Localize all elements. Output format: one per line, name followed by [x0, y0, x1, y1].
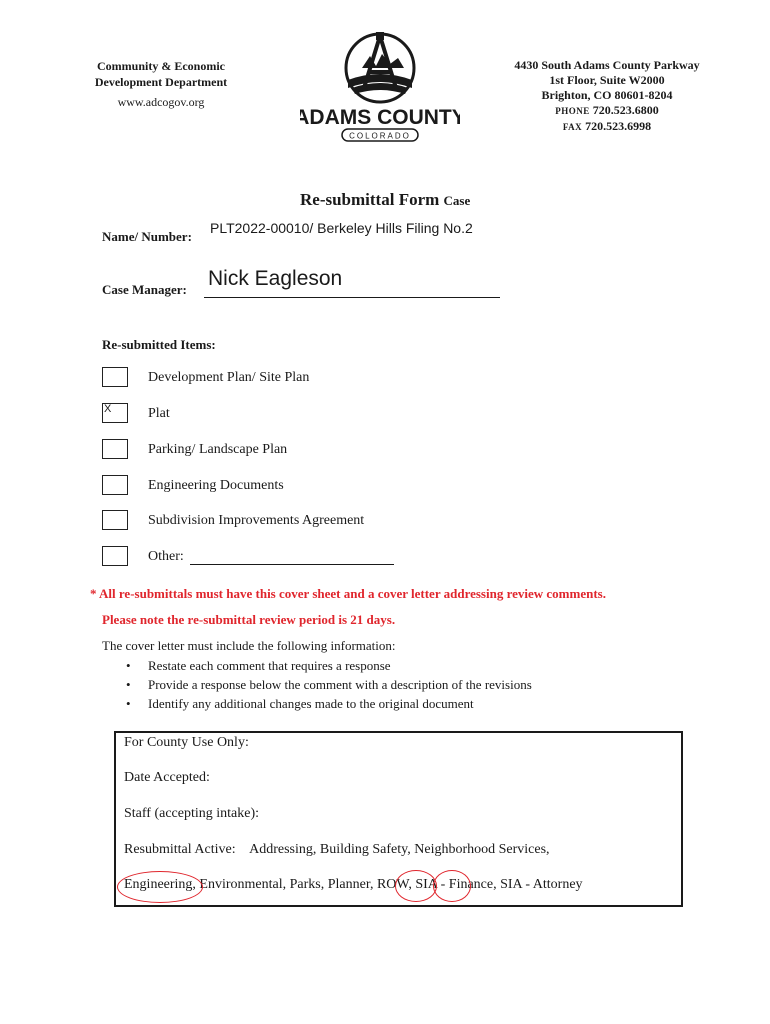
logo-name: ADAMS COUNTY: [300, 106, 460, 129]
phone-number: 720.523.6800: [592, 103, 659, 117]
form-title: [300, 190, 470, 210]
checkbox-development-plan[interactable]: [102, 367, 128, 387]
fax-number: 720.523.6998: [585, 119, 652, 133]
list-item: • Identify any additional changes made to the original document: [126, 694, 532, 713]
other-input-line[interactable]: [190, 564, 394, 565]
item-plat: Plat: [148, 406, 170, 421]
fax-label: FAX: [562, 122, 583, 132]
cover-letter-requirements: [126, 656, 532, 713]
checkbox-subdivision-improvements[interactable]: [102, 510, 128, 530]
adams-county-logo: [300, 28, 460, 144]
dept-engineering: Engineering: [124, 877, 193, 892]
dept-line-2: Development Department: [94, 75, 228, 89]
resubmittal-active-label: Resubmittal Active:: [124, 842, 236, 857]
department-block: [86, 58, 236, 110]
form-title-suffix: Case: [443, 193, 471, 208]
case-manager-value[interactable]: Nick Eagleson: [208, 267, 343, 290]
dept-separator: ,: [408, 877, 416, 892]
county-use-heading: For County Use Only:: [124, 735, 249, 750]
address-line-1: 4430 South Adams County Parkway: [514, 58, 700, 72]
cover-letter-intro: The cover letter must include the following information:: [102, 638, 396, 653]
engineering-circle-annotation: [117, 871, 203, 903]
item-other: Other:: [148, 549, 184, 564]
item-engineering-documents: Engineering Documents: [148, 478, 284, 493]
address-line-2: 1st Floor, Suite W2000: [549, 73, 665, 87]
dept-row: ROW: [376, 877, 409, 892]
checkbox-other[interactable]: [102, 546, 128, 566]
cover-sheet-note: * All re-submittals must have this cover sheet and a cover letter addressing review comments.: [90, 586, 606, 601]
item-subdivision-improvements: Subdivision Improvements Agreement: [148, 513, 365, 528]
list-item: • Restate each comment that requires a response: [126, 656, 532, 675]
resubmitted-items-label: Re-submitted Items:: [102, 337, 216, 352]
sia-circle-annotation: [433, 870, 471, 902]
checkbox-parking-landscape[interactable]: [102, 439, 128, 459]
item-development-plan: Development Plan/ Site Plan: [148, 370, 310, 385]
list-item: • Provide a response below the comment with a description of the revisions: [126, 675, 532, 694]
staff-intake-label: Staff (accepting intake):: [124, 806, 260, 821]
name-number-value[interactable]: PLT2022-00010/ Berkeley Hills Filing No.2: [210, 220, 473, 236]
item-parking-landscape: Parking/ Landscape Plan: [148, 442, 288, 457]
resubmittal-active-line: [124, 842, 550, 858]
phone-label: PHONE: [555, 106, 590, 116]
case-manager-label: Case Manager:: [102, 282, 187, 297]
dept-list-middle: , Environmental, Parks, Planner,: [192, 877, 377, 892]
address-block: [512, 58, 702, 135]
logo-state: COLORADO: [349, 131, 411, 141]
fax-line: [512, 119, 702, 135]
date-accepted-label: Date Accepted:: [124, 770, 210, 785]
dept-list-end: - Finance, SIA - Attorney: [437, 877, 583, 892]
name-number-label: Name/ Number:: [102, 229, 192, 244]
checkbox-plat[interactable]: X: [102, 403, 128, 423]
phone-line: [512, 103, 702, 119]
review-period-note: Please note the re-submittal review period is 21 days.: [102, 612, 396, 627]
form-title-text: Re-submittal Form: [300, 190, 440, 209]
dept-line-1: Community & Economic: [97, 59, 225, 73]
resubmittal-active-departments: Addressing, Building Safety, Neighborhood Services,: [249, 842, 550, 857]
case-manager-underline: [204, 297, 500, 298]
row-circle-annotation: [395, 870, 437, 902]
website-link[interactable]: www.adcogov.org: [117, 95, 205, 109]
checkbox-engineering-documents[interactable]: [102, 475, 128, 495]
dept-sia: SIA: [415, 877, 438, 892]
address-line-3: Brighton, CO 80601-8204: [541, 88, 673, 102]
